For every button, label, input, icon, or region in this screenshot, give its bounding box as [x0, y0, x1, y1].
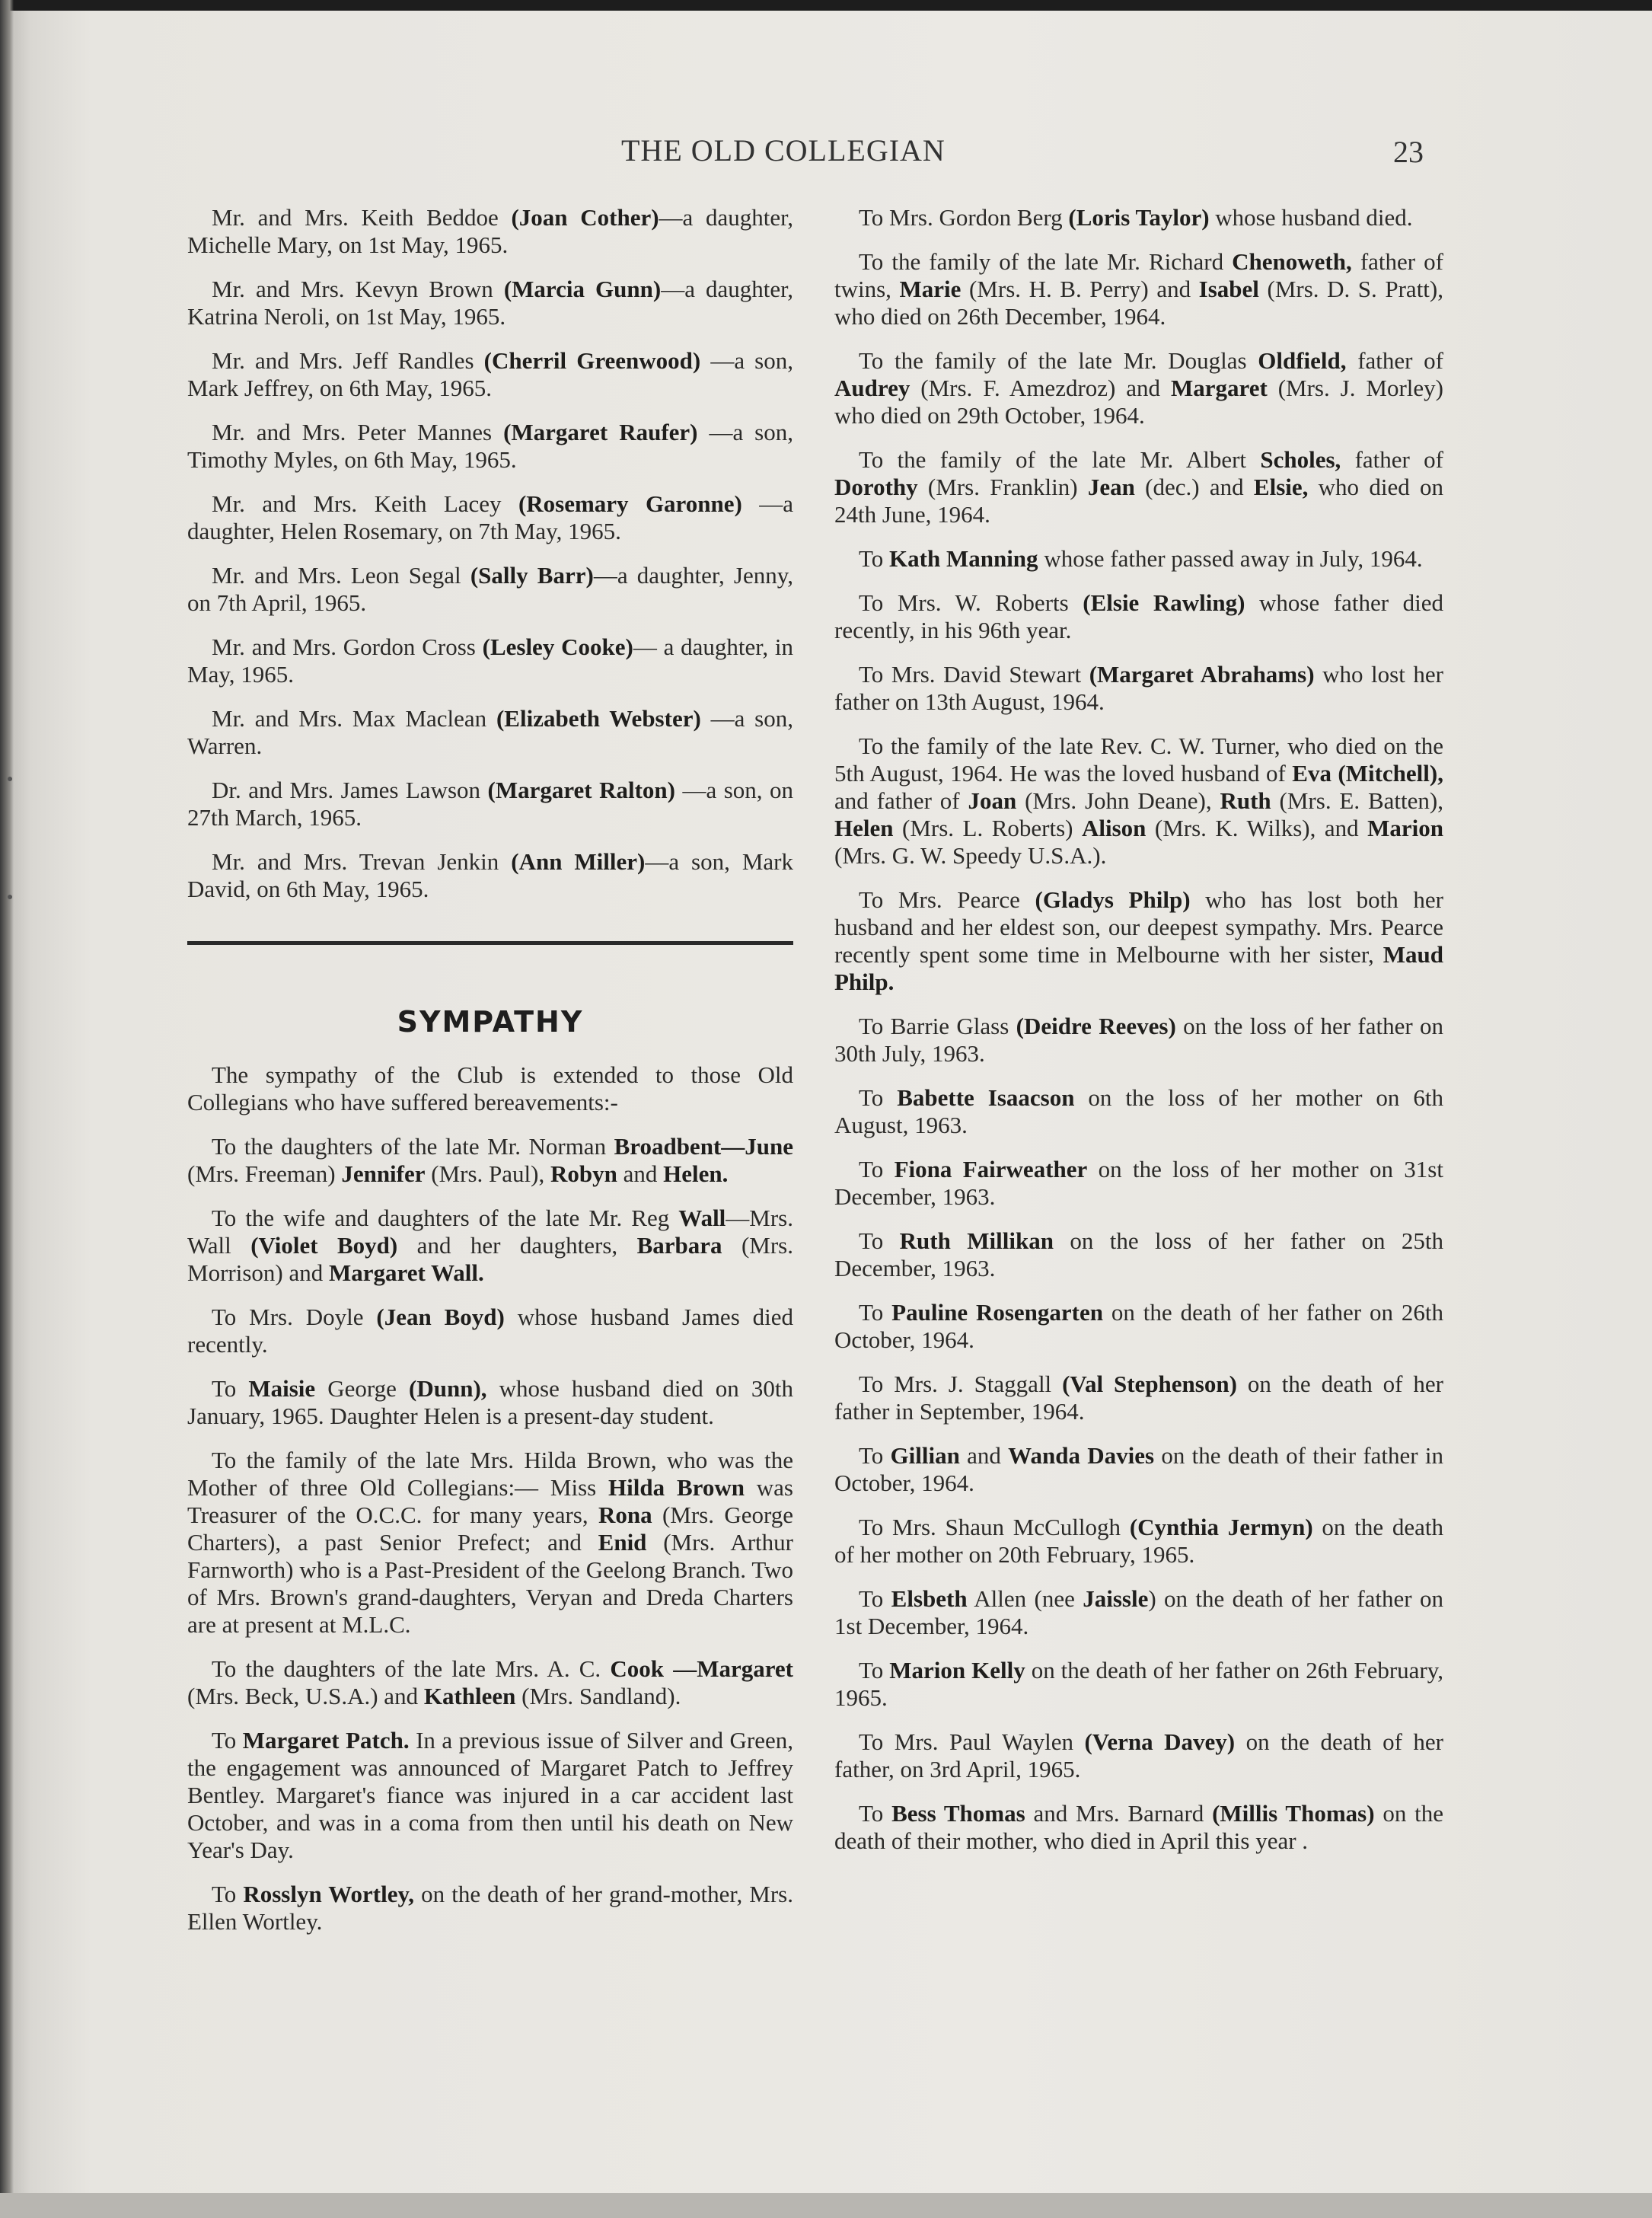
birth-announcement: [187, 633, 793, 688]
section-divider: [187, 941, 793, 945]
bold-name: Barbara: [636, 1232, 722, 1259]
announcement-text: — a daughter, in May, 1965.: [187, 633, 793, 688]
bold-name: Marie: [899, 276, 962, 302]
entry-text: who has lost both her husband and her eldest son, our deepest sympathy. Mrs. Pearce recently spent some time in Melbourne with her sister,: [834, 886, 1443, 968]
entry-text: (Mrs. G. W. Speedy U.S.A.).: [834, 842, 1107, 869]
announcement-text: —a daughter, Helen Rosemary, on 7th May, 1965.: [187, 490, 793, 544]
page-number: 23: [1393, 135, 1424, 169]
entry-text: (Mrs. Morrison) and: [187, 1232, 793, 1286]
bold-name: Helen.: [663, 1160, 729, 1187]
entry-text: To the wife and daughters of the late Mr. Reg: [212, 1205, 679, 1231]
birth-announcement: [187, 419, 793, 474]
announcement-text: —a son, Warren.: [187, 705, 793, 759]
announcement-text: —a son, Timothy Myles, on 6th May, 1965.: [187, 419, 793, 473]
maiden-name: (Lesley Cooke): [482, 633, 633, 660]
entry-text: To: [859, 1442, 891, 1469]
running-title: THE OLD COLLEGIAN: [621, 133, 946, 168]
sympathy-heading: SYMPATHY: [397, 1005, 584, 1039]
entry-text: To Mrs. Doyle: [212, 1304, 377, 1330]
sympathy-entry: [187, 1447, 793, 1639]
sympathy-entry: [834, 1156, 1443, 1211]
announcement-text: Dr. and Mrs. James Lawson: [212, 777, 488, 803]
entry-text: To: [859, 1299, 892, 1326]
bold-name: Hilda Brown: [608, 1474, 745, 1501]
entry-text: (Mrs. John Deane),: [1016, 787, 1220, 814]
sympathy-left-column: [187, 1061, 793, 1952]
sympathy-entry: [834, 661, 1443, 716]
bold-name: (Jean Boyd): [376, 1304, 505, 1330]
bold-name: Oldfield,: [1258, 347, 1347, 374]
entry-text: on the loss of her mother on 31st December, 1963.: [834, 1156, 1443, 1210]
sympathy-entry: [834, 589, 1443, 644]
bold-name: Isabel: [1198, 276, 1259, 302]
announcement-text: Mr. and Mrs. Kevyn Brown: [212, 276, 504, 302]
entry-text: (Mrs. J. Morley) who died on 29th October, 1964.: [834, 375, 1444, 429]
entry-text: (Mrs. Beck, U.S.A.) and: [187, 1683, 424, 1709]
bold-name: Wall: [678, 1205, 726, 1231]
sympathy-entry: [834, 1442, 1443, 1497]
entry-text: To Mrs. J. Staggall: [859, 1371, 1063, 1397]
entry-text: who lost her father on 13th August, 1964.: [834, 661, 1443, 715]
birth-announcement: [187, 204, 793, 259]
entry-text: whose husband James died recently.: [187, 1304, 794, 1358]
announcement-text: Mr. and Mrs. Trevan Jenkin: [212, 848, 512, 875]
bold-name: Audrey: [834, 375, 911, 401]
birth-announcement: [187, 848, 793, 903]
bold-name: Jaissle: [1083, 1585, 1149, 1612]
entry-text: Allen (nee: [967, 1585, 1083, 1612]
entry-text: To Mrs. David Stewart: [859, 661, 1089, 688]
entry-text: father of: [1346, 347, 1443, 374]
sympathy-entry: [187, 1375, 793, 1430]
sympathy-entry: [187, 1133, 793, 1188]
sympathy-entry: [834, 446, 1443, 528]
sympathy-entry: [834, 1299, 1443, 1354]
bold-name: Jean: [1087, 474, 1135, 500]
bold-name: Margaret: [1170, 375, 1268, 401]
page-top-edge: [0, 0, 1652, 11]
bold-name: Dorothy: [834, 474, 918, 500]
sympathy-entry: [834, 1371, 1443, 1425]
bold-name: (Gladys Philp): [1035, 886, 1191, 913]
entry-text: To: [859, 1156, 895, 1182]
maiden-name: (Rosemary Garonne): [518, 490, 742, 517]
bold-name: Kathleen: [423, 1683, 516, 1709]
announcement-text: —a daughter, Katrina Neroli, on 1st May, 1965.: [187, 276, 794, 330]
announcement-text: Mr. and Mrs. Peter Mannes: [212, 419, 504, 445]
sympathy-entry: [834, 1728, 1443, 1783]
birth-announcement: [187, 777, 793, 831]
sympathy-entry: [834, 732, 1443, 870]
entry-text: was Treasurer of the O.C.C. for many years,: [187, 1474, 793, 1528]
birth-announcement: [187, 705, 793, 760]
entry-text: (Mrs. Paul),: [425, 1160, 550, 1187]
margin-mark: [8, 777, 12, 781]
bold-name: Chenoweth,: [1232, 248, 1352, 275]
margin-mark: [8, 895, 12, 899]
sympathy-entry: [834, 1227, 1443, 1282]
bold-name: Marion Kelly: [889, 1657, 1025, 1683]
announcement-text: —a daughter, Jenny, on 7th April, 1965.: [187, 562, 793, 616]
entry-text: To Mrs. Shaun McCullogh: [859, 1514, 1130, 1540]
bold-name: Margaret Patch.: [242, 1727, 410, 1754]
maiden-name: (Elizabeth Webster): [496, 705, 701, 732]
maiden-name: (Margaret Raufer): [503, 419, 698, 445]
sympathy-entry: [187, 1205, 793, 1287]
entry-text: whose father died recently, in his 96th year.: [834, 589, 1443, 643]
entry-text: on the death of her father in September, 1964.: [834, 1371, 1443, 1425]
bold-name: Enid: [598, 1529, 647, 1556]
bold-name: (Margaret Abrahams): [1089, 661, 1315, 688]
birth-announcement: [187, 347, 793, 402]
entry-text: (Mrs. E. Batten),: [1271, 787, 1443, 814]
entry-text: father of twins,: [834, 248, 1443, 302]
bold-name: Rosslyn Wortley,: [243, 1881, 415, 1907]
entry-text: To the family of the late Mrs. Hilda Brown, who was the Mother of three Old Collegians:— Miss: [187, 1447, 793, 1501]
entry-text: on the death of her father on 26th February, 1965.: [834, 1657, 1443, 1711]
bold-name: Gillian: [890, 1442, 960, 1469]
maiden-name: (Joan Cother): [511, 204, 659, 231]
entry-text: To: [859, 545, 890, 572]
entry-text: (Mrs. Franklin): [917, 474, 1088, 500]
bold-name: Wanda Davies: [1008, 1442, 1155, 1469]
entry-text: on the death of her father, on 3rd April, 1965.: [834, 1728, 1443, 1782]
entry-text: To Mrs. W. Roberts: [859, 589, 1083, 616]
entry-text: To: [212, 1375, 249, 1402]
entry-text: (Mrs. L. Roberts): [893, 815, 1082, 841]
entry-text: (Mrs. Freeman): [187, 1160, 342, 1187]
sympathy-entry: [834, 347, 1443, 429]
bold-name: Fiona Fairweather: [894, 1156, 1088, 1182]
bold-name: Ruth: [1220, 787, 1271, 814]
entry-text: To the daughters of the late Mr. Norman: [212, 1133, 614, 1160]
entry-text: In a previous issue of Silver and Green, the engagement was announced of Margaret Patch to Jeffrey Bentley. Margaret's fiance was injured in a car accident last October, and was in a coma from then until his death on New Year's Day.: [187, 1727, 794, 1863]
entry-text: To Barrie Glass: [859, 1013, 1016, 1039]
entry-text: (Mrs. D. S. Pratt), who died on 26th December, 1964.: [834, 276, 1443, 330]
bold-name: Margaret Wall.: [328, 1259, 484, 1286]
sympathy-entry: [834, 1585, 1443, 1640]
entry-text: on the death of her mother on 20th February, 1965.: [834, 1514, 1443, 1568]
entry-text: father of: [1341, 446, 1443, 473]
entry-text: on the death of her grand-mother, Mrs. Ellen Wortley.: [187, 1881, 793, 1935]
bold-name: Robyn: [550, 1160, 617, 1187]
maiden-name: (Sally Barr): [470, 562, 594, 589]
bold-name: Elsbeth: [891, 1585, 968, 1612]
entry-text: ) on the death of her father on 1st December, 1964.: [834, 1585, 1443, 1639]
bold-name: (Millis Thomas): [1212, 1800, 1375, 1827]
bold-name: Jennifer: [341, 1160, 426, 1187]
sympathy-entry: [187, 1727, 793, 1864]
bold-name: Pauline Rosengarten: [891, 1299, 1104, 1326]
bold-name: (Verna Davey): [1084, 1728, 1236, 1755]
bold-name: Maud Philp.: [834, 941, 1443, 995]
entry-text: To the family of the late Mr. Albert: [859, 446, 1261, 473]
entry-text: To: [212, 1727, 243, 1754]
maiden-name: (Margaret Ralton): [487, 777, 675, 803]
entry-text: To: [212, 1881, 244, 1907]
entry-text: George: [315, 1375, 410, 1402]
entry-text: on the death of their mother, who died in April this year .: [834, 1800, 1443, 1854]
entry-text: on the death of her father on 26th October, 1964.: [834, 1299, 1443, 1353]
entry-text: and her daughters,: [397, 1232, 637, 1259]
entry-text: on the loss of her mother on 6th August, 1963.: [834, 1084, 1443, 1138]
entry-text: on the loss of her father on 30th July, 1963.: [834, 1013, 1444, 1067]
maiden-name: (Cherril Greenwood): [483, 347, 701, 374]
sympathy-entry: [834, 204, 1443, 231]
sympathy-entry: [187, 1881, 793, 1936]
bold-name: Marion: [1367, 815, 1443, 841]
sympathy-entry: [834, 1800, 1443, 1855]
bold-name: Scholes,: [1260, 446, 1341, 473]
entry-text: To: [859, 1585, 891, 1612]
announcement-text: Mr. and Mrs. Max Maclean: [212, 705, 496, 732]
bold-name: Joan: [968, 787, 1017, 814]
announcement-text: —a son, on 27th March, 1965.: [187, 777, 794, 831]
bold-name: Bess Thomas: [891, 1800, 1025, 1827]
sympathy-entry: [834, 1084, 1443, 1139]
entry-text: To the family of the late Mr. Richard: [859, 248, 1233, 275]
entry-text: To Mrs. Paul Waylen: [859, 1728, 1085, 1755]
sympathy-entry: [187, 1304, 793, 1358]
sympathy-right-column: [834, 204, 1443, 1872]
bold-name: (Elsie Rawling): [1083, 589, 1245, 616]
sympathy-entry: [834, 886, 1443, 996]
entry-text: To: [859, 1227, 900, 1254]
sympathy-entry: [834, 1657, 1443, 1712]
entry-text: To: [859, 1800, 892, 1827]
bold-name: Broadbent—June: [614, 1133, 793, 1160]
page-bottom-edge: [0, 2193, 1652, 2218]
bold-name: Babette Isaacson: [897, 1084, 1075, 1111]
entry-text: (Mrs. Sandland).: [515, 1683, 681, 1709]
maiden-name: (Marcia Gunn): [503, 276, 662, 302]
announcement-text: Mr. and Mrs. Leon Segal: [212, 562, 470, 589]
bold-name: Maisie: [248, 1375, 316, 1402]
announcement-text: —a son, Mark David, on 6th May, 1965.: [187, 848, 793, 902]
bold-name: Rona: [598, 1502, 652, 1528]
sympathy-entry: [834, 248, 1443, 330]
bold-name: Alison: [1081, 815, 1147, 841]
bold-name: (Violet Boyd): [250, 1232, 398, 1259]
entry-text: To the family of the late Rev. C. W. Turner, who died on the 5th August, 1964. He was the loved husband of: [834, 732, 1443, 787]
entry-text: To: [859, 1084, 898, 1111]
entry-text: on the loss of her father on 25th December, 1963.: [834, 1227, 1443, 1281]
sympathy-entry: [834, 545, 1443, 573]
entry-text: To the family of the late Mr. Douglas: [859, 347, 1258, 374]
bold-name: (Deidre Reeves): [1016, 1013, 1176, 1039]
entry-text: (Mrs. H. B. Perry) and: [961, 276, 1199, 302]
announcement-text: Mr. and Mrs. Keith Lacey: [212, 490, 518, 517]
entry-text: on the death of their father in October, 1964.: [834, 1442, 1443, 1496]
bold-name: Kath Manning: [889, 545, 1038, 572]
announcement-text: Mr. and Mrs. Keith Beddoe: [212, 204, 512, 231]
entry-text: (Mrs. George Charters), a past Senior Prefect; and: [187, 1502, 793, 1556]
entry-text: (Mrs. K. Wilks), and: [1146, 815, 1368, 841]
bold-name: (Dunn),: [409, 1375, 487, 1402]
bold-name: Cook —Margaret: [610, 1655, 793, 1682]
birth-announcement: [187, 276, 793, 330]
birth-announcement: [187, 490, 793, 545]
entry-text: and: [959, 1442, 1009, 1469]
page-binding-edge: [0, 0, 14, 2218]
entry-text: To Mrs. Pearce: [859, 886, 1035, 913]
entry-text: and: [617, 1160, 664, 1187]
entry-text: (Mrs. Arthur Farnworth) who is a Past-President of the Geelong Branch. Two of Mrs. Brown's grand-daughters, Veryan and Dreda Charters are at present at M.L.C.: [187, 1529, 793, 1638]
maiden-name: (Ann Miller): [511, 848, 646, 875]
sympathy-entry: [834, 1514, 1443, 1569]
births-column: [187, 204, 793, 920]
entry-text: whose father passed away in July, 1964.: [1038, 545, 1423, 572]
sympathy-entry: [834, 1013, 1443, 1068]
announcement-text: Mr. and Mrs. Jeff Randles: [212, 347, 484, 374]
entry-text: whose husband died.: [1209, 204, 1413, 231]
bold-name: Eva (Mitchell),: [1292, 760, 1443, 787]
announcement-text: Mr. and Mrs. Gordon Cross: [212, 633, 483, 660]
entry-text: who died on 24th June, 1964.: [834, 474, 1443, 528]
bold-name: (Cynthia Jermyn): [1129, 1514, 1313, 1540]
entry-text: and Mrs. Barnard: [1025, 1800, 1213, 1827]
announcement-text: —a son, Mark Jeffrey, on 6th May, 1965.: [187, 347, 793, 401]
sympathy-intro: The sympathy of the Club is extended to those Old Collegians who have suffered bereavements:-: [187, 1061, 793, 1115]
entry-text: To Mrs. Gordon Berg: [859, 204, 1069, 231]
entry-text: (dec.) and: [1134, 474, 1254, 500]
bold-name: Helen: [834, 815, 894, 841]
bold-name: (Loris Taylor): [1068, 204, 1210, 231]
bold-name: Ruth Millikan: [899, 1227, 1054, 1254]
entry-text: whose husband died on 30th January, 1965. Daughter Helen is a present-day student.: [187, 1375, 793, 1429]
entry-text: To the daughters of the late Mrs. A. C.: [212, 1655, 611, 1682]
entry-text: To: [859, 1657, 890, 1683]
bold-name: (Val Stephenson): [1062, 1371, 1237, 1397]
entry-text: (Mrs. F. Amezdroz) and: [910, 375, 1171, 401]
entry-text: and father of: [834, 787, 968, 814]
sympathy-entry: [187, 1655, 793, 1710]
birth-announcement: [187, 562, 793, 617]
announcement-text: —a daughter, Michelle Mary, on 1st May, 1965.: [187, 204, 793, 258]
bold-name: Elsie,: [1253, 474, 1309, 500]
entry-text: —Mrs. Wall: [187, 1205, 793, 1259]
